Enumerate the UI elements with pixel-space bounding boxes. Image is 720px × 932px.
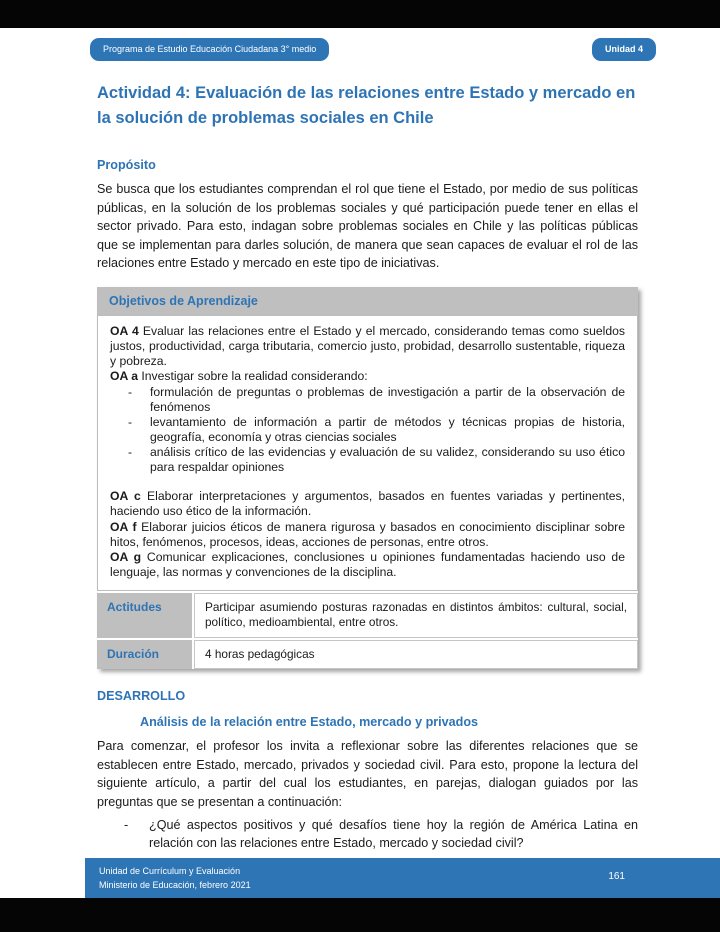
oaa-bullet-item xyxy=(110,415,625,445)
page-header xyxy=(0,28,720,61)
oag-paragraph xyxy=(110,550,625,580)
actitudes-row xyxy=(97,593,638,638)
oaa-bullet-text: formulación de preguntas o problemas de investigación a partir de la observación de fenómenos xyxy=(150,384,625,414)
footer-line-2: Ministerio de Educación, febrero 2021 xyxy=(99,879,251,890)
desarrollo-bullet-text: ¿Qué aspectos positivos y qué desafíos tiene hoy la región de América Latina en relación con las relaciones entre Estado, mercado y sociedad civil? xyxy=(149,817,638,851)
proposito-heading: Propósito xyxy=(97,157,156,172)
oa4-text: Evaluar las relaciones entre el Estado y el mercado, considerando temas como sueldos justos, productividad, carga tributaria, comercio justo, probidad, desarrollo sustentable, riqueza y pobreza. xyxy=(110,324,625,369)
oa4-label: OA 4 xyxy=(110,324,139,339)
dash-marker: - xyxy=(124,817,129,832)
duracion-value: 4 horas pedagógicas xyxy=(194,640,638,669)
oac-paragraph xyxy=(110,489,625,519)
actitudes-label: Actitudes xyxy=(97,593,192,638)
duracion-label: Duración xyxy=(97,640,192,669)
activity-title: Actividad 4: Evaluación de las relaciones entre Estado y mercado en la solución de problemas sociales en Chile xyxy=(97,83,636,128)
paragraph-spacer xyxy=(110,475,625,489)
oaa-bullet-item xyxy=(110,445,625,475)
oaf-text: Elaborar juicios éticos de manera rigurosa y basados en conocimiento disciplinar sobre hitos, fenómenos, procesos, ideas, acciones de personas, entre otros. xyxy=(110,519,626,549)
page-number: 161 xyxy=(608,871,625,882)
objetivos-table-header: Objetivos de Aprendizaje xyxy=(97,287,638,315)
oag-label: OA g xyxy=(110,549,142,564)
oaf-paragraph xyxy=(110,520,625,550)
oaa-bullet-text: levantamiento de información a partir de métodos y técnicas propias de historia, geografía, economía y otras ciencias sociales xyxy=(150,414,625,444)
objetivos-table-body xyxy=(97,315,638,591)
page-footer xyxy=(85,858,720,898)
oaa-paragraph xyxy=(110,369,625,384)
oaf-label: OA f xyxy=(110,519,137,534)
oaa-label: OA a xyxy=(110,369,138,384)
oag-text: Comunicar explicaciones, conclusiones u opiniones fundamentadas haciendo uso de lenguaje, las normas y convenciones de la disciplina. xyxy=(110,549,625,579)
duracion-row xyxy=(97,640,638,669)
desarrollo-bullet-item xyxy=(97,816,638,853)
analisis-subheading: Análisis de la relación entre Estado, mercado y privados xyxy=(140,715,479,730)
document-page xyxy=(0,28,720,898)
desarrollo-heading: DESARROLLO xyxy=(97,689,186,704)
proposito-paragraph: Se busca que los estudiantes comprendan el rol que tiene el Estado, por medio de sus políticas públicas, en la solución de los problemas sociales y qué participación puede tener en ellas el sector privado. Para esto, indagan sobre problemas sociales en Chile y las políticas públicas que se implementan para darles solución, de manera que sean capaces de evaluar el rol de las relaciones entre Estado y mercado en este tipo de iniciativas. xyxy=(97,181,638,271)
dash-marker: - xyxy=(128,384,133,399)
program-badge: Programa de Estudio Educación Ciudadana 3° medio xyxy=(90,38,329,61)
oa4-paragraph xyxy=(110,324,625,369)
oac-text: Elaborar interpretaciones y argumentos, basados en fuentes variadas y pertinentes, haciendo uso ético de la información. xyxy=(110,489,625,519)
oaa-text: Investigar sobre la realidad considerando: xyxy=(138,369,368,384)
footer-line-1: Unidad de Currículum y Evaluación xyxy=(99,866,241,876)
page-content xyxy=(0,81,720,853)
objetivos-table xyxy=(97,287,638,669)
dash-marker: - xyxy=(128,445,133,460)
actitudes-value: Participar asumiendo posturas razonadas en distintos ámbitos: cultural, social, político, medioambiental, entre otros. xyxy=(194,593,638,638)
oac-label: OA c xyxy=(110,489,141,504)
dash-marker: - xyxy=(128,414,133,429)
oaa-bullet-item xyxy=(110,385,625,415)
desarrollo-intro-paragraph: Para comenzar, el profesor los invita a reflexionar sobre las diferentes relaciones que se establecen entre Estado, mercado, privados y sociedad civil. Para esto, propone la lectura del siguiente artículo, a partir del cual los estudiantes, en parejas, dialogan guiados por las preguntas que se presentan a continuación: xyxy=(97,739,638,809)
oaa-bullet-text: análisis crítico de las evidencias y evaluación de su validez, considerando su uso ético para respaldar opiniones xyxy=(150,445,625,475)
unit-badge: Unidad 4 xyxy=(592,38,656,61)
